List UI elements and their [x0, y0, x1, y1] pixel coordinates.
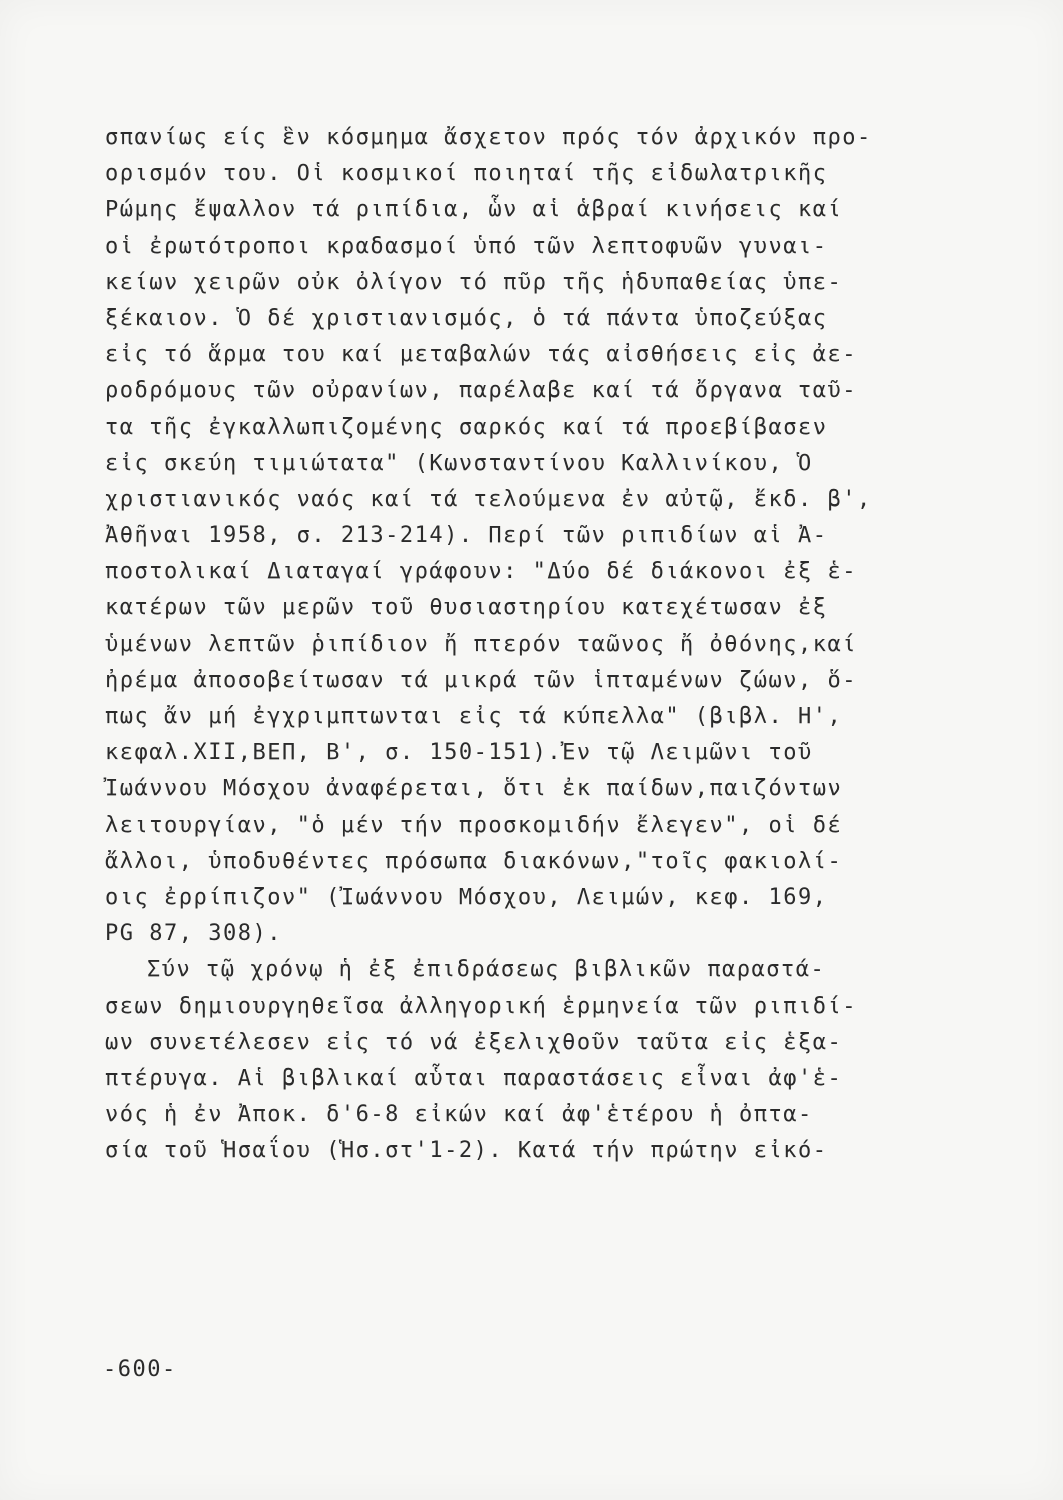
text-line: οἱ ἐρωτότροποι κραδασμοί ὑπό τῶν λεπτοφυῶν γυναι- — [105, 233, 828, 259]
text-line: ποστολικαί Διαταγαί γράφουν: "Δύο δέ διάκονοι ἐξ ἑ- — [105, 559, 858, 585]
text-line: νός ἡ ἐν Ἀποκ. δ'6-8 εἰκών καί ἀφ'ἑτέρου ἡ ὀπτα- — [105, 1102, 813, 1128]
text-line: τα τῆς ἐγκαλλωπιζομένης σαρκός καί τά προεβίβασεν — [105, 414, 828, 440]
text-line: Ρώμης ἔψαλλον τά ριπίδια, ὧν αἱ ἁβραί κινήσεις καί — [105, 197, 843, 223]
text-line: πτέρυγα. Αἱ βιβλικαί αὗται παραστάσεις εἶναι ἀφ'ἑ- — [105, 1065, 843, 1091]
text-line: χριστιανικός ναός καί τά τελούμενα ἐν αὐτῷ, ἔκδ. β', — [105, 486, 872, 512]
text-line: εἰς τό ἅρμα του καί μεταβαλών τάς αἰσθήσεις εἰς ἀε- — [105, 342, 858, 368]
text-line: οις ἐρρίπιζον" (Ἰωάννου Μόσχου, Λειμών, κεφ. 169, — [105, 884, 828, 910]
text-line: σία τοῦ Ἡσαΐου (Ἡσ.στ'1-2). Κατά τήν πρώτην εἰκό- — [105, 1138, 828, 1164]
text-line: λειτουργίαν, "ὁ μέν τήν προσκομιδήν ἔλεγεν", οἱ δέ — [105, 812, 843, 838]
text-line: PG 87, 308). — [105, 921, 282, 947]
text-line: ἠρέμα ἀποσοβείτωσαν τά μικρά τῶν ἱπταμένων ζώων, ὅ- — [105, 667, 858, 693]
text-line: κείων χειρῶν οὐκ ὀλίγον τό πῦρ τῆς ἡδυπαθείας ὑπε- — [105, 269, 843, 295]
text-line: κατέρων τῶν μερῶν τοῦ θυσιαστηρίου κατεχέτωσαν ἐξ — [105, 595, 828, 621]
text-line: πως ἄν μή ἐγχριμπτωνται εἰς τά κύπελλα" (βιβλ. Η', — [105, 704, 843, 729]
text-line: ορισμόν του. Οἱ κοσμικοί ποιηταί τῆς εἰδωλατρικῆς — [105, 161, 828, 187]
text-line: Ἰωάννου Μόσχου ἀναφέρεται, ὅτι ἐκ παίδων,παιζόντων — [105, 776, 843, 802]
text-line: ὑμένων λεπτῶν ῥιπίδιον ἤ πτερόν ταῶνος ἤ ὀθόνης,καί — [105, 631, 858, 657]
text-line: Ἀθῆναι 1958, σ. 213-214). Περί τῶν ριπιδίων αἱ Ἀ- — [105, 523, 828, 549]
text-line: ἄλλοι, ὑποδυθέντες πρόσωπα διακόνων,"τοῖς φακιολί- — [105, 848, 843, 874]
text-line: ροδρόμους τῶν οὐρανίων, παρέλαβε καί τά ὄργανα ταῦ- — [105, 378, 858, 404]
page-number: -600- — [103, 1357, 177, 1382]
text-line: εἰς σκεύη τιμιώτατα" (Κωνσταντίνου Καλλινίκου, Ὁ — [105, 450, 813, 476]
text-line: ων συνετέλεσεν εἰς τό νά ἐξελιχθοῦν ταῦτα εἰς ἑξα- — [105, 1029, 843, 1055]
text-line: σπανίως είς ἓν κόσμημα ἄσχετον πρός τόν ἀρχικόν προ- — [105, 125, 872, 150]
text-line: σεων δημιουργηθεῖσα ἀλληγορική ἑρμηνεία τῶν ριπιδί- — [105, 993, 858, 1019]
paragraph-start-line: Σύν τῷ χρόνῳ ἡ ἐξ ἐπιδράσεως βιβλικῶν παραστά- — [147, 957, 826, 983]
body-text — [105, 120, 1005, 1169]
text-line: κεφαλ.XII,ΒΕΠ, Β', σ. 150-151).Ἐν τῷ Λειμῶνι τοῦ — [105, 740, 813, 766]
text-line: ξέκαιον. Ὁ δέ χριστιανισμός, ὁ τά πάντα ὑποζεύξας — [105, 305, 828, 331]
